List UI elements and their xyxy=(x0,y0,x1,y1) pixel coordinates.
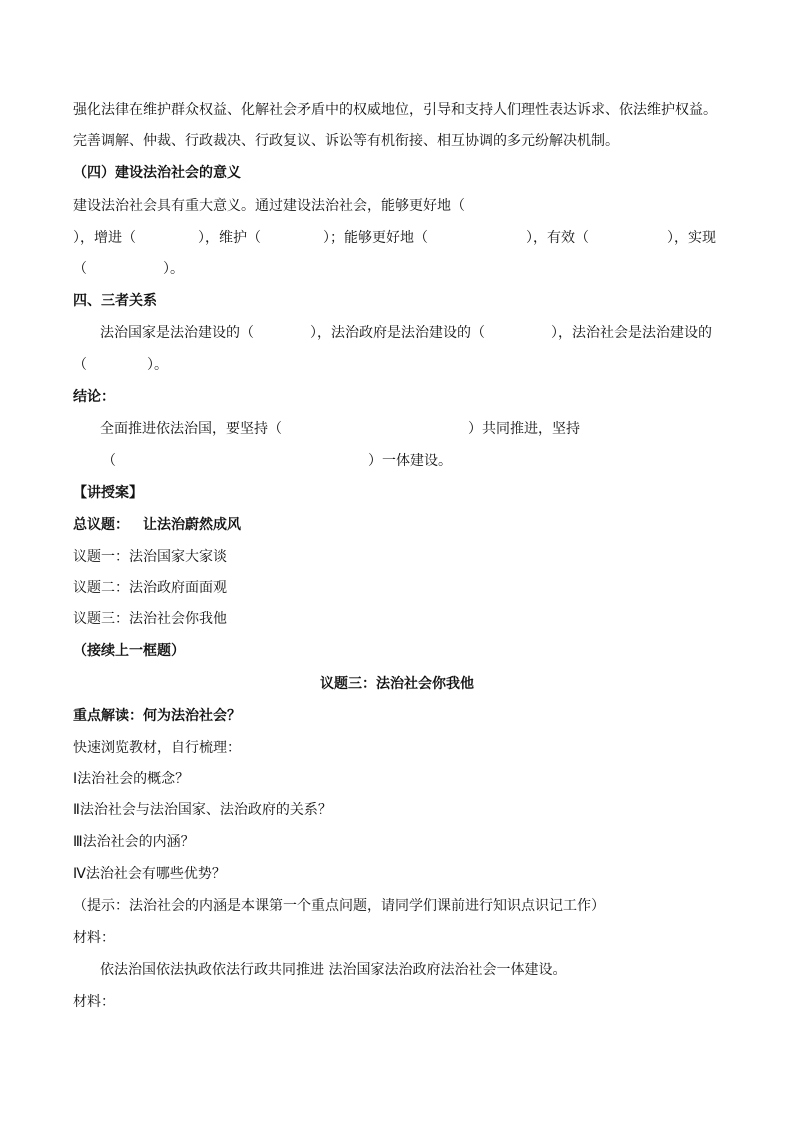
main-topic xyxy=(73,515,241,535)
text-segment: （ xyxy=(73,261,87,277)
paragraph-line: 快速浏览教材，自行梳理： xyxy=(73,740,241,756)
subtopic-line: 议题三：法治社会你我他 xyxy=(73,611,227,627)
lecture-heading: 【讲授案】 xyxy=(73,485,143,501)
text-segment: ），法治政府是法治建设的（ xyxy=(310,325,485,341)
conclusion-heading: 结论： xyxy=(73,389,115,405)
centered-title: 议题三：法治社会你我他 xyxy=(320,676,474,692)
text-segment: ），有效（ xyxy=(526,230,589,246)
text-segment: ），维护（ xyxy=(198,230,261,246)
text-segment: ）；能够更好地（ xyxy=(323,230,428,246)
material-label: 材料： xyxy=(73,994,115,1010)
part-heading: 四、三者关系 xyxy=(73,293,157,309)
text-segment: ），增进（ xyxy=(73,230,136,246)
continue-note: （接续上一框题） xyxy=(73,643,185,659)
topic-label: 总议题： xyxy=(73,517,129,533)
fill-blank-line xyxy=(73,355,168,375)
text-segment: （ xyxy=(102,453,116,469)
text-segment: （ xyxy=(73,357,87,373)
text-segment: ）。 xyxy=(163,261,184,277)
text-segment: ）。 xyxy=(147,357,168,373)
section-heading: （四）建设法治社会的意义 xyxy=(73,165,241,181)
key-heading: 重点解读：何为法治社会？ xyxy=(73,708,241,724)
text-segment: 法治国家是法治建设的（ xyxy=(100,325,254,341)
hint-line: （提示：法治社会的内涵是本课第一个重点问题，请同学们课前进行知识点识记工作） xyxy=(73,898,605,914)
paragraph-line: 强化法律在维护群众权益、化解社会矛盾中的权威地位，引导和支持人们理性表达诉求、依法维护权益。 xyxy=(73,102,717,118)
paragraph-line: 完善调解、仲裁、行政裁决、行政复议、诉讼等有机衔接、相互协调的多元纷解决机制。 xyxy=(73,133,619,149)
topic-value: 让法治蔚然成风 xyxy=(143,517,241,533)
text-segment: 全面推进依法治国，要坚持（ xyxy=(100,421,282,437)
fill-blank-line xyxy=(73,259,184,279)
fill-blank-line xyxy=(100,323,712,343)
fill-blank-line xyxy=(102,451,452,471)
text-segment: ）共同推进，坚持 xyxy=(468,421,580,437)
material-text: 依法治国依法执政依法行政共同推进 法治国家法治政府法治社会一体建设。 xyxy=(100,962,567,978)
question-line: Ⅰ法治社会的概念？ xyxy=(73,771,190,787)
subtopic-line: 议题一：法治国家大家谈 xyxy=(73,549,227,565)
question-line: Ⅱ法治社会与法治国家、法治政府的关系？ xyxy=(73,802,332,818)
question-line: Ⅳ法治社会有哪些优势？ xyxy=(73,866,226,882)
text-segment: ）一体建设。 xyxy=(368,453,452,469)
fill-blank-line xyxy=(100,419,580,439)
text-segment: ），法治社会是法治建设的 xyxy=(551,325,712,341)
question-line: Ⅲ法治社会的内涵？ xyxy=(73,834,195,850)
paragraph-line: 建设法治社会具有重大意义。通过建设法治社会，能够更好地（ xyxy=(73,198,465,214)
material-label: 材料： xyxy=(73,930,115,946)
subtopic-line: 议题二：法治政府面面观 xyxy=(73,580,227,596)
text-segment: ），实现 xyxy=(667,230,716,246)
fill-blank-line xyxy=(73,228,716,248)
